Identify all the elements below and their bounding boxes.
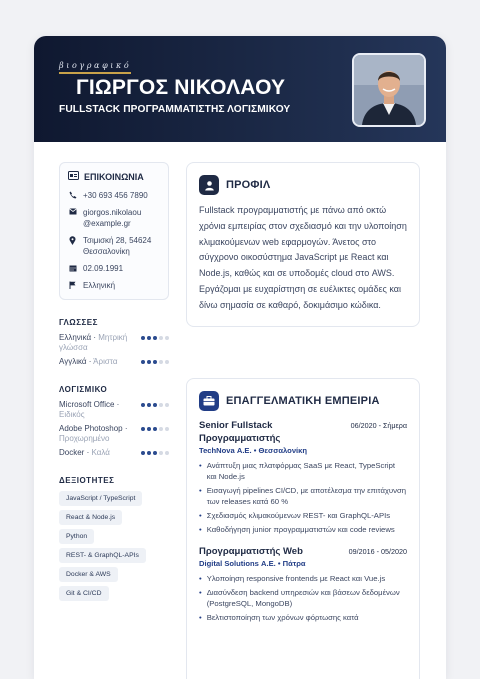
contact-birthdate-row (68, 263, 162, 274)
skill-chip: Python (59, 529, 94, 544)
job-bullet: • Ανάπτυξη μιας πλατφόρμας SaaS με React, TypeScript και Node.js (199, 461, 396, 481)
experience-heading (199, 391, 407, 411)
contact-phone-row (68, 190, 162, 201)
contact-card (59, 162, 169, 300)
language-level: Μητρική γλώσσα (59, 333, 128, 352)
phone-icon (68, 190, 77, 201)
skill-chip: React & Node.js (59, 510, 122, 525)
software-name: Microsoft Office (59, 400, 115, 409)
job-title: Προγραμματιστής Web (199, 546, 303, 557)
job-role: FULLSTACK ΠΡΟΓΡΑΜΜΑΤΙΣΤΗΣ ΛΟΓΙΣΜΙΚΟΥ (59, 104, 291, 115)
skill-chip: Git & CI/CD (59, 586, 109, 601)
software-item: Docker · Καλά (59, 448, 169, 458)
location-pin-icon (68, 235, 77, 257)
software-item: Microsoft Office · Ειδικός (59, 400, 169, 420)
job-entry (199, 545, 407, 623)
job-bullet: • Καθοδήγηση junior προγραμματιστών και code reviews (199, 525, 395, 534)
profile-heading (199, 175, 407, 195)
briefcase-icon (199, 391, 219, 411)
profile-text: Fullstack προγραμματιστής με πάνω από οκτώ χρόνια εμπειρίας στον σχεδιασμό και την υλοποίηση κλιμακούμενων web εφαρμογών. Άνετος στο σύγχρονο οικοσύστημα JavaScript με React και Node.js, καθώς και σε υποδομές cloud στο AWS. Εργάζομαι με ευχαρίστηση σε ευέλικτες ομάδες και δίνω σημασία σε καθαρό, δοκιμάσιμο κώδικα. (199, 205, 407, 310)
job-dates: 09/2016 - 05/2020 (348, 547, 407, 556)
job-bullet: • Σχεδιασμός κλιμακούμενων REST- και GraphQL-APIs (199, 511, 391, 520)
contact-address: Τσιμισκή 28, 54624 Θεσσαλονίκη (83, 236, 152, 256)
id-card-icon (68, 171, 79, 182)
calendar-icon (68, 263, 77, 274)
flag-icon (68, 280, 77, 291)
job-dates: 06/2020 - Σήμερα (350, 421, 407, 430)
contact-birthdate: 02.09.1991 (83, 264, 124, 273)
software-level: Προχωρημένο (59, 434, 110, 443)
job-bullet: • Εισαγωγή pipelines CI/CD, με αποτέλεσμα την επιτάχυνση των releases κατά 60 % (199, 486, 406, 506)
languages-title: ΓΛΩΣΣΕΣ (59, 318, 98, 327)
contact-nationality-row (68, 280, 162, 291)
level-dots (141, 336, 169, 340)
skills-list (59, 491, 169, 601)
skill-chip: Docker & AWS (59, 567, 118, 582)
job-bullet: • Υλοποίηση responsive frontends με React και Vue.js (199, 574, 386, 583)
contact-email[interactable]: giorgos.nikolaou @example.gr (83, 208, 142, 228)
experience-title: ΕΠΑΓΓΕΛΜΑΤΙΚΗ ΕΜΠΕΙΡΙΑ (226, 395, 380, 407)
profile-card (186, 162, 420, 327)
software-level: Καλά (91, 448, 110, 457)
left-column (59, 162, 169, 601)
software-name: Adobe Photoshop (59, 424, 123, 433)
level-dots (141, 451, 169, 455)
job-company: TechNova Α.Ε. • Θεσσαλονίκη (199, 446, 308, 455)
language-item: Αγγλικά · Άριστα (59, 357, 169, 367)
software-item: Adobe Photoshop · Προχωρημένο (59, 424, 169, 444)
language-level: Άριστα (93, 357, 118, 366)
level-dots (141, 403, 169, 407)
skills-title: ΔΕΞΙΟΤΗΤΕΣ (59, 476, 115, 485)
contact-phone[interactable]: +30 693 456 7890 (83, 191, 148, 200)
cv-sheet (34, 36, 446, 679)
software-name: Docker (59, 448, 85, 457)
mail-icon (68, 207, 77, 229)
skill-chip: JavaScript / TypeScript (59, 491, 142, 506)
user-icon (199, 175, 219, 195)
contact-title: ΕΠΙΚΟΙΝΩΝΙΑ (84, 171, 144, 182)
profile-photo (352, 53, 426, 127)
level-dots (141, 360, 169, 364)
job-bullet: • Διασύνδεση backend υπηρεσιών και βάσεων δεδομένων (PostgreSQL, MongoDB) (199, 588, 400, 608)
kicker-underline (59, 72, 131, 74)
skill-chip: REST- & GraphQL-APIs (59, 548, 146, 563)
person-name: ΓΙΩΡΓΟΣ ΝΙΚΟΛΑΟΥ (76, 76, 286, 99)
contact-address-row (68, 235, 162, 257)
cv-header (34, 36, 446, 142)
job-entry (199, 419, 407, 535)
language-name: Ελληνικά (59, 333, 92, 342)
contact-email-row (68, 207, 162, 229)
language-name: Αγγλικά (59, 357, 87, 366)
contact-heading (68, 171, 162, 182)
software-level: Ειδικός (59, 410, 85, 419)
level-dots (141, 427, 169, 431)
contact-nationality: Ελληνική (83, 281, 116, 290)
language-item: Ελληνικά · Μητρική γλώσσα (59, 333, 169, 353)
header-kicker: βιογραφικό (59, 61, 132, 70)
experience-card (186, 378, 420, 679)
job-company: Digital Solutions Α.Ε. • Πάτρα (199, 559, 306, 568)
job-bullet: • Βελτιστοποίηση των χρόνων φόρτωσης κατά (199, 613, 359, 622)
job-title: Senior Fullstack Προγραμματιστής (199, 420, 281, 444)
software-title: ΛΟΓΙΣΜΙΚΟ (59, 385, 108, 394)
profile-title: ΠΡΟΦΙΛ (226, 179, 271, 191)
